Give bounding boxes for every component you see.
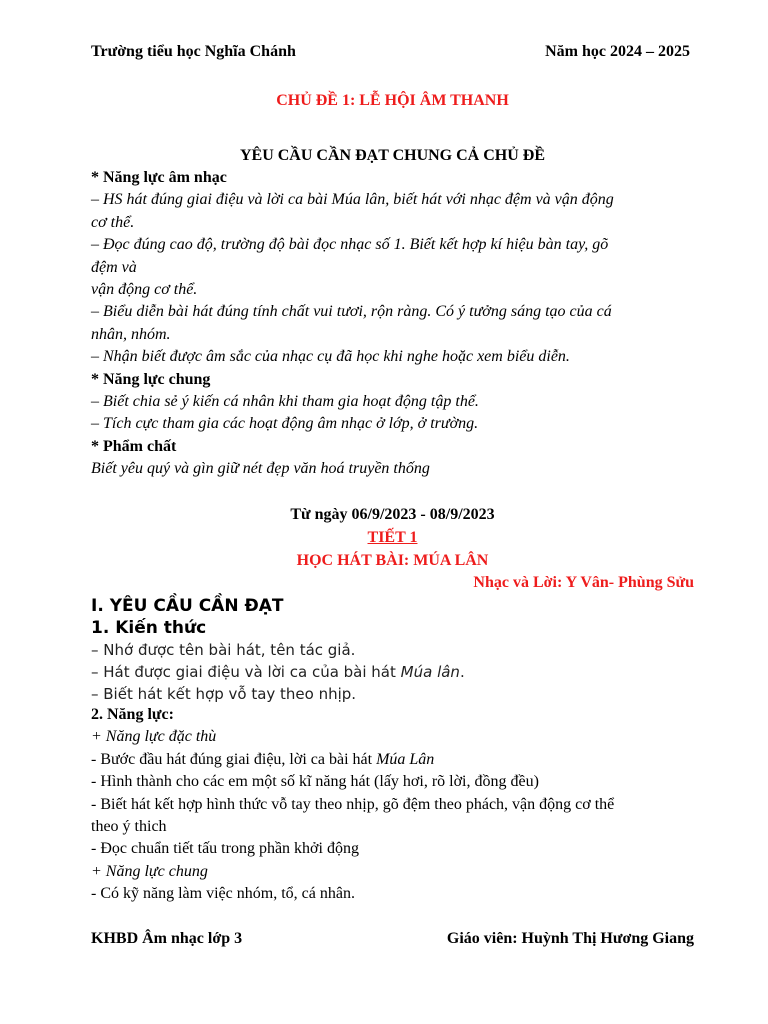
requirement-line: – Biểu diễn bài hát đúng tính chất vui tươi, rộn ràng. Có ý tưởng sáng tạo của cá (91, 303, 612, 321)
lesson-date: Từ ngày 06/9/2023 - 08/9/2023 (290, 506, 495, 523)
knowledge-heading: 1. Kiến thức (91, 618, 207, 638)
competence-item-text: - Bước đầu hát đúng giai điệu, lời ca bài hát (91, 750, 377, 768)
song-author: Nhạc và Lời: Y Vân- Phùng Sửu (473, 574, 694, 591)
requirement-line: Biết yêu quý và gìn giữ nét đẹp văn hoá truyền thống (91, 460, 430, 478)
requirement-line: – Biết chia sẻ ý kiến cá nhân khi tham gia hoạt động tập thể. (91, 393, 479, 411)
general-requirements-heading: YÊU CẦU CẦN ĐẠT CHUNG CẢ CHỦ ĐỀ (239, 147, 546, 164)
knowledge-list (91, 639, 691, 705)
competence-section (91, 704, 691, 906)
requirement-line: vận động cơ thể. (91, 281, 198, 299)
requirement-line: – Đọc đúng cao độ, trường độ bài đọc nhạc số 1. Biết kết hợp kí hiệu bàn tay, gõ (91, 236, 609, 254)
section-heading: I. YÊU CẦU CẦN ĐẠT (91, 596, 284, 616)
competence-item: theo ý thich (91, 818, 167, 836)
requirement-line: nhân, nhóm. (91, 325, 171, 343)
lesson-title: HỌC HÁT BÀI: MÚA LÂN (296, 552, 489, 569)
general-competence-title: * Năng lực chung (91, 370, 211, 388)
competence-item: - Có kỹ năng làm việc nhóm, tổ, cá nhân. (91, 885, 355, 903)
requirement-line: – Nhận biết được âm sắc của nhạc cụ đã học khi nghe hoặc xem biểu diễn. (91, 348, 570, 366)
footer-course: KHBD Âm nhạc lớp 3 (91, 930, 243, 947)
lesson-period: TIẾT 1 (367, 529, 418, 546)
requirement-line: đệm và (91, 258, 137, 276)
song-name: Múa Lân (376, 750, 435, 768)
knowledge-item-end: . (459, 663, 465, 681)
general-requirements-body (91, 167, 691, 481)
knowledge-item: – Nhớ được tên bài hát, tên tác giả. (91, 641, 356, 659)
knowledge-item (91, 661, 691, 683)
qualities-title: * Phẩm chất (91, 437, 177, 455)
requirement-line: – HS hát đúng giai điệu và lời ca bài Múa lân, biết hát với nhạc đệm và vận động (91, 191, 614, 209)
competence-item: - Biết hát kết hợp hình thức vỗ tay theo nhịp, gõ đệm theo phách, vận động cơ thể (91, 795, 615, 813)
music-competence-title: * Năng lực âm nhạc (91, 169, 227, 186)
competence-item (91, 749, 691, 771)
competence-heading: 2. Năng lực: (91, 706, 174, 723)
requirement-line: – Tích cực tham gia các hoạt động âm nhạc ở lớp, ở trường. (91, 415, 479, 433)
school-year: Năm học 2024 – 2025 (545, 43, 690, 60)
footer-teacher: Giáo viên: Huỳnh Thị Hương Giang (446, 930, 694, 947)
competence-item: - Hình thành cho các em một số kĩ năng hát (lấy hơi, rõ lời, đồng đều) (91, 773, 539, 791)
requirement-line: cơ thể. (91, 213, 135, 231)
topic-title: CHỦ ĐỀ 1: LỄ HỘI ÂM THANH (276, 92, 509, 109)
competence-item: - Đọc chuẩn tiết tấu trong phần khởi động (91, 840, 359, 858)
song-name: Múa lân (400, 663, 460, 681)
specific-competence-title: + Năng lực đặc thù (91, 728, 217, 746)
school-name: Trường tiểu học Nghĩa Chánh (91, 43, 296, 60)
knowledge-item-text: – Hát được giai điệu và lời ca của bài hát (91, 663, 401, 681)
general-competence-subtitle: + Năng lực chung (91, 862, 208, 880)
knowledge-item: – Biết hát kết hợp vỗ tay theo nhịp. (91, 685, 357, 703)
